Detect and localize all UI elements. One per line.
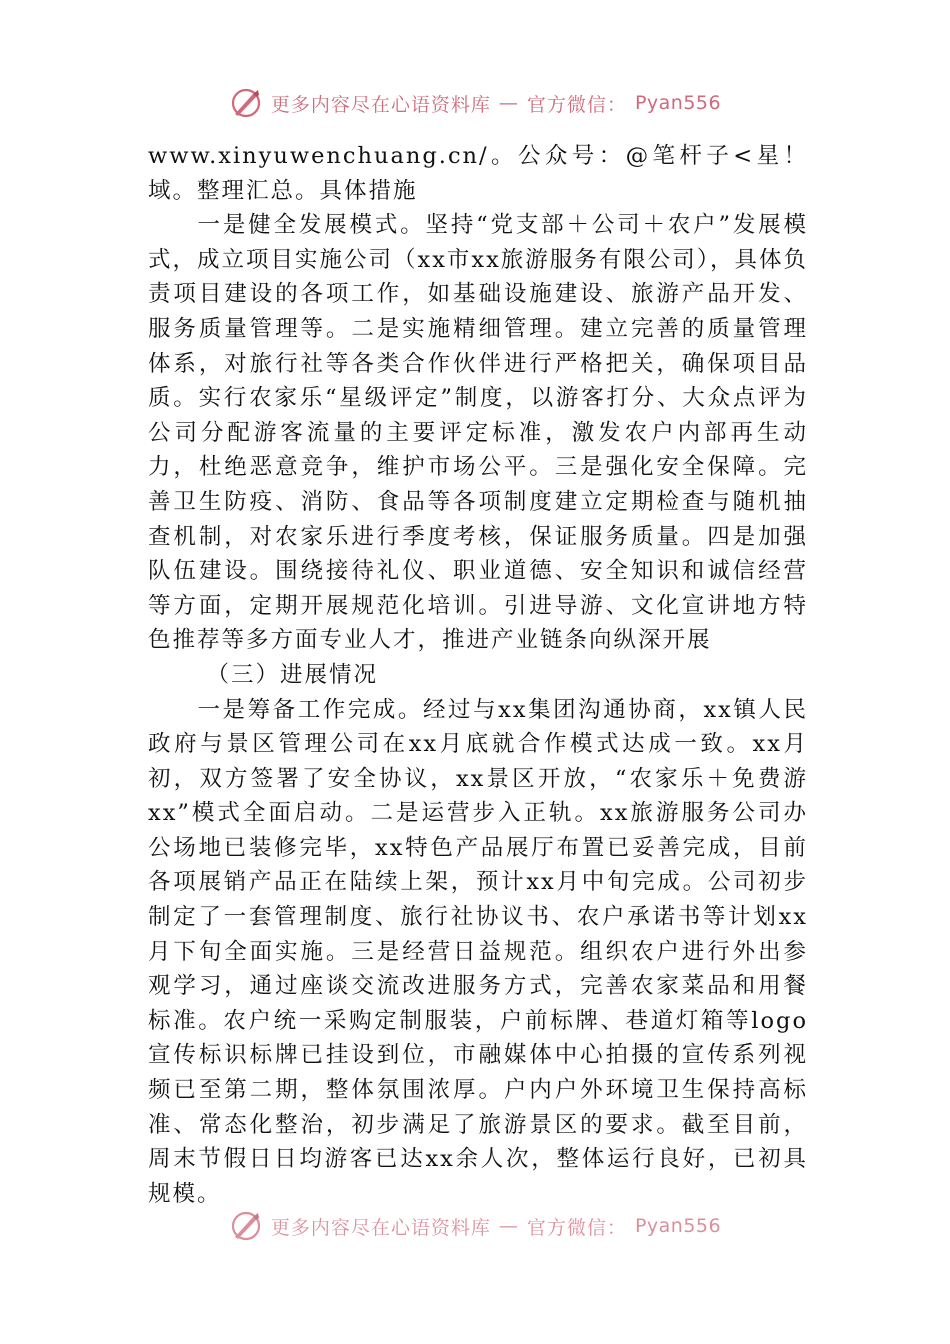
watermark-contact-id: Pyan556 — [634, 1215, 722, 1237]
paragraph-source: www.xinyuwenchuang.cn/。公众号：@笔杆子<星！域。整理汇总。具体措施 — [148, 143, 808, 204]
watermark-header — [0, 86, 950, 120]
watermark-contact-label: 官方微信： — [526, 93, 627, 116]
watermark-dash: — — [498, 1215, 519, 1237]
watermark-footer — [0, 1209, 950, 1243]
watermark-contact-label: 官方微信： — [526, 1216, 627, 1239]
watermark-contact-id: Pyan556 — [634, 92, 722, 114]
watermark-title: 更多内容尽在心语资料库 — [270, 93, 491, 116]
document-body — [148, 139, 808, 1211]
pen-logo-icon — [229, 86, 263, 120]
watermark-title: 更多内容尽在心语资料库 — [270, 1216, 491, 1239]
watermark-dash: — — [498, 92, 519, 114]
section-heading-progress: （三）进展情况 — [206, 661, 379, 688]
paragraph-progress: 一是筹备工作完成。经过与xx集团沟通协商，xx镇人民政府与景区管理公司在xx月底就合作模式达成一致。xx月初，双方签署了安全协议，xx景区开放，“农家乐＋免费游xx”模式全面启动。二是运营步入正轨。xx旅游服务公司办公场地已装修完毕，xx特色产品展厅布置已妥善完成，目前各项展销产品正在陆续上架，预计xx月中旬完成。公司初步制定了一套管理制度、旅行社协议书、农户承诺书等计划xx月下旬全面实施。三是经营日益规范。组织农户进行外出参观学习，通过座谈交流改进服务方式，完善农家菜品和用餐标准。农户统一采购定制服装，户前标牌、巷道灯箱等logo宣传标识标牌已挂设到位，市融媒体中心拍摄的宣传系列视频已至第二期，整体氛围浓厚。户内户外环境卫生保持高标准、常态化整治，初步满足了旅游景区的要求。截至目前，周末节假日日均游客已达xx余人次，整体运行良好，已初具规模。 — [148, 696, 808, 1207]
paragraph-measures: 一是健全发展模式。坚持“党支部＋公司＋农户”发展模式，成立项目实施公司（xx市xx旅游服务有限公司），具体负责项目建设的各项工作，如基础设施建设、旅游产品开发、服务质量管理等。二是实施精细管理。建立完善的质量管理体系，对旅行社等各类合作伙伴进行严格把关，确保项目品质。实行农家乐“星级评定”制度，以游客打分、大众点评为公司分配游客流量的主要评定标准，激发农户内部再生动力，杜绝恶意竞争，维护市场公平。三是强化安全保障。完善卫生防疫、消防、食品等各项制度建立定期检查与随机抽查机制，对农家乐进行季度考核，保证服务质量。四是加强队伍建设。围绕接待礼仪、职业道德、安全知识和诚信经营等方面，定期开展规范化培训。引进导游、文化宣讲地方特色推荐等多方面专业人才，推进产业链条向纵深开展 — [148, 212, 809, 654]
pen-logo-icon — [229, 1209, 263, 1243]
